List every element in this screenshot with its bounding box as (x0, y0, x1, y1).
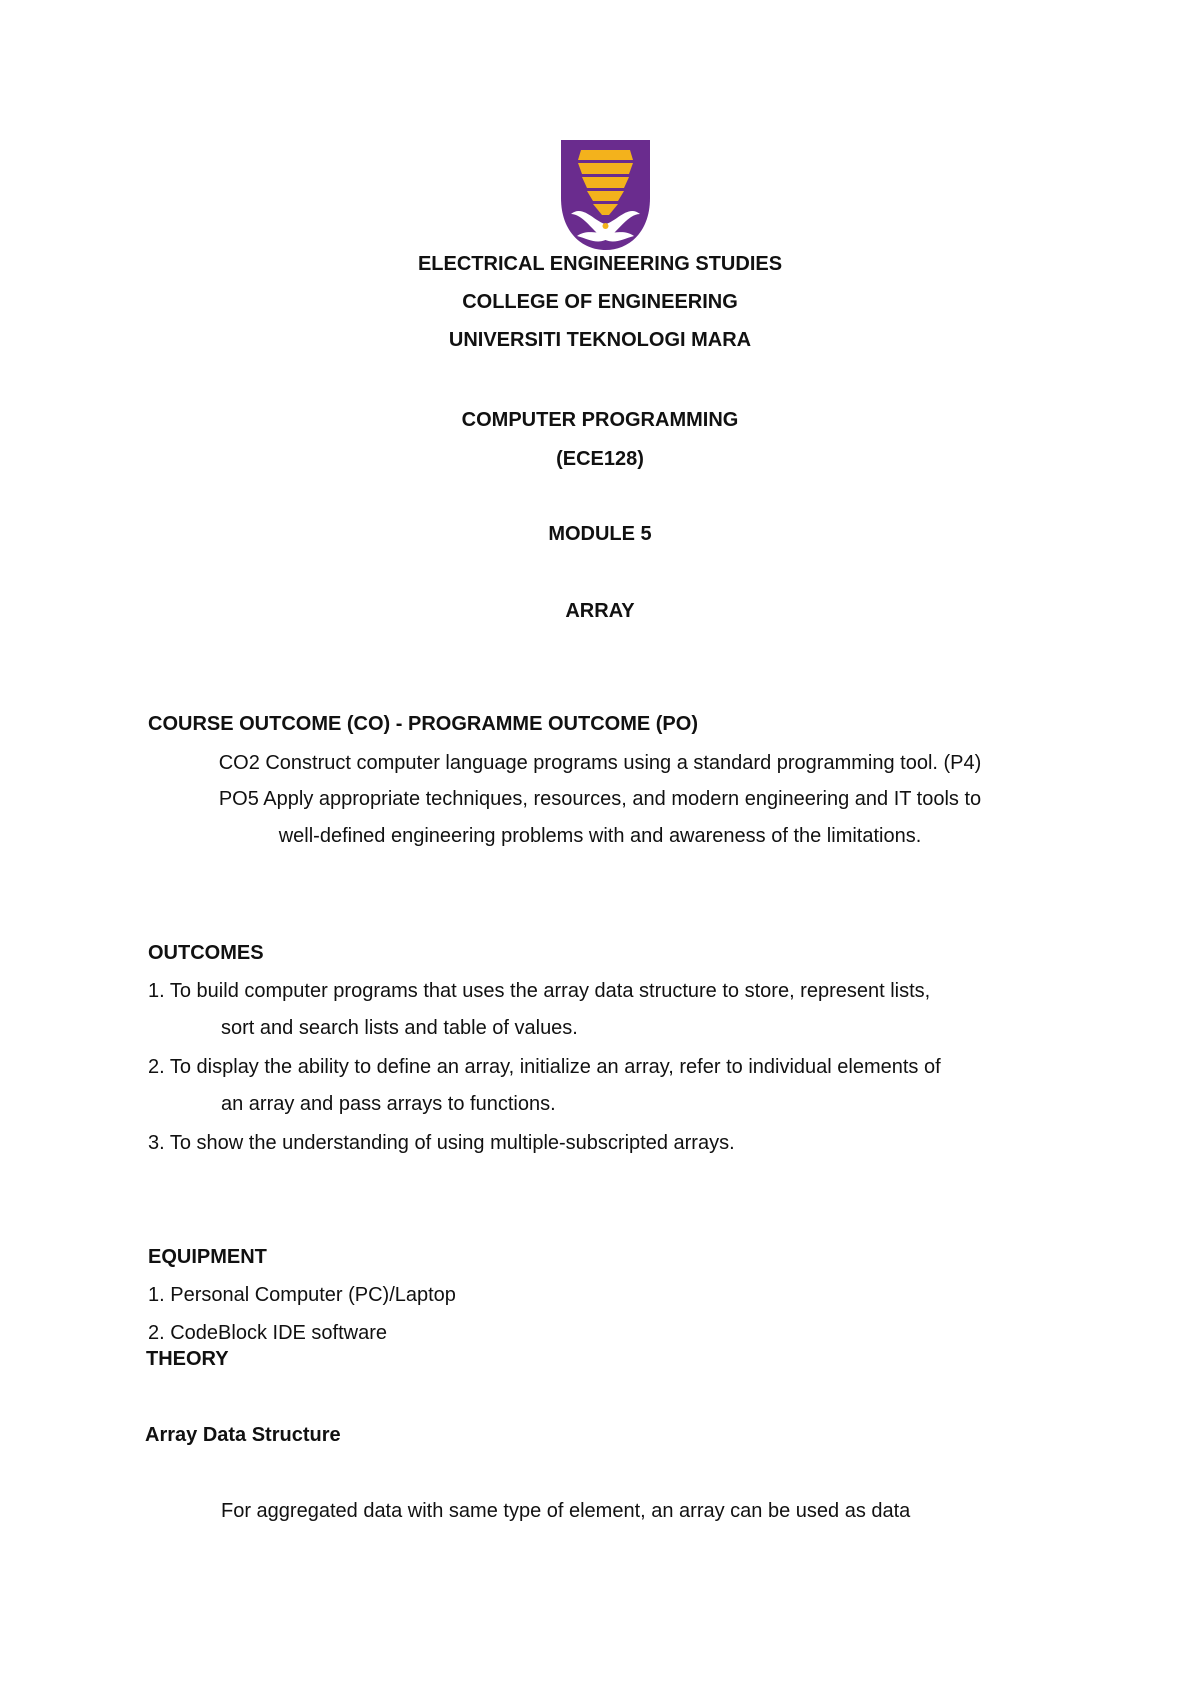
equipment-heading: EQUIPMENT (148, 1246, 267, 1268)
outcome-item-1-line1: 1. To build computer programs that uses the array data structure to store, represent lists, (148, 980, 931, 1002)
module-topic: ARRAY (565, 600, 635, 622)
crest-gold-tower (578, 150, 633, 160)
outcome-item-2-line1: 2. To display the ability to define an array, initialize an array, refer to individual elements of (148, 1056, 941, 1078)
outcome-item-2-line2: an array and pass arrays to functions. (221, 1093, 556, 1115)
university-crest-logo (559, 140, 652, 252)
university-name: UNIVERSITI TEKNOLOGI MARA (448, 329, 752, 351)
department-name: ELECTRICAL ENGINEERING STUDIES (417, 253, 783, 275)
outcome-item-3: 3. To show the understanding of using multiple-subscripted arrays. (148, 1132, 735, 1154)
po5-statement-line1: PO5 Apply appropriate techniques, resources, and modern engineering and IT tools to (218, 788, 982, 810)
college-name: COLLEGE OF ENGINEERING (462, 291, 738, 313)
course-code: (ECE128) (556, 448, 644, 470)
module-number: MODULE 5 (548, 523, 652, 545)
outcome-item-1-line2: sort and search lists and table of values. (221, 1017, 578, 1039)
theory-heading: THEORY (146, 1348, 229, 1370)
equipment-item-2: 2. CodeBlock IDE software (148, 1322, 387, 1344)
equipment-item-1: 1. Personal Computer (PC)/Laptop (148, 1284, 456, 1306)
theory-paragraph: For aggregated data with same type of element, an array can be used as data (221, 1500, 911, 1522)
po5-statement-line2: well-defined engineering problems with and awareness of the limitations. (278, 825, 922, 847)
co2-statement: CO2 Construct computer language programs using a standard programming tool. (P4) (218, 752, 982, 774)
co-po-heading: COURSE OUTCOME (CO) - PROGRAMME OUTCOME (PO) (148, 713, 698, 735)
outcomes-heading: OUTCOMES (148, 942, 264, 964)
course-title: COMPUTER PROGRAMMING (461, 409, 739, 431)
theory-subheading: Array Data Structure (145, 1424, 341, 1446)
